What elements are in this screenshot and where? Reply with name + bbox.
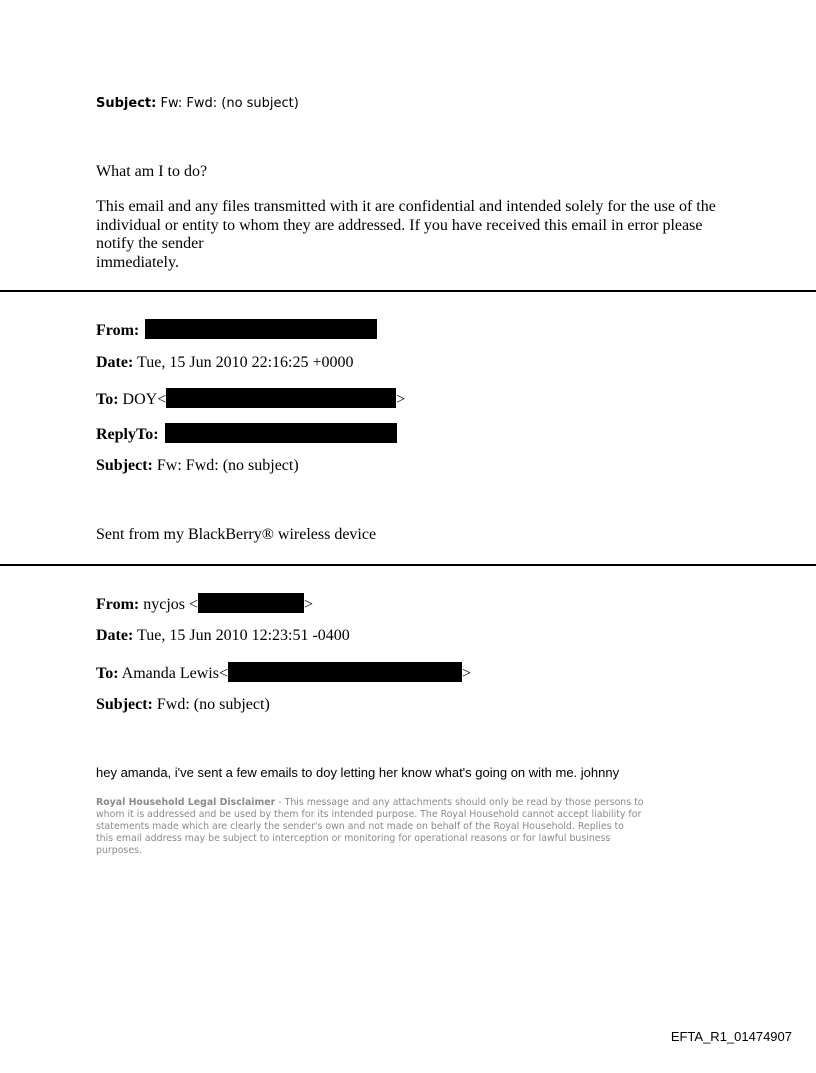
msg2-date-line [96, 627, 350, 645]
msg1-replyto-line [96, 423, 397, 444]
redaction-block [145, 319, 377, 339]
msg2-from-close: > [304, 596, 314, 613]
msg2-from-name: nycjos < [143, 596, 199, 613]
msg1-from-label: From: [96, 322, 140, 339]
msg1-to-close: > [396, 391, 406, 408]
legal-disclaimer [96, 797, 756, 857]
msg1-date-line [96, 354, 353, 372]
disclaimer-line: whom it is addressed and be used by them for its intended purpose. The Royal Household cannot accept liability for [96, 809, 642, 820]
redaction-block [198, 593, 304, 613]
msg1-subject-value: Fw: Fwd: (no subject) [156, 457, 299, 474]
msg1-body: Sent from my BlackBerry® wireless device [96, 526, 377, 543]
msg1-replyto-label: ReplyTo: [96, 426, 159, 443]
confidential-line: individual or entity to whom they are addressed. If you have received this email in error please [96, 216, 703, 234]
msg2-to-label: To: [96, 665, 119, 682]
msg1-to-line [96, 388, 405, 409]
msg2-subject-label: Subject: [96, 696, 153, 713]
top-subject-label: Subject: [96, 96, 157, 111]
disclaimer-text: - This message and any attachments should only be read by those persons to [275, 797, 644, 808]
msg2-to-name: Amanda Lewis< [121, 665, 228, 682]
msg1-date-value: Tue, 15 Jun 2010 22:16:25 +0000 [137, 354, 354, 371]
disclaimer-line: purposes. [96, 845, 142, 856]
redaction-block [165, 423, 397, 443]
disclaimer-line: statements made which are clearly the sender's own and not made on behalf of the Royal Household. Replies to [96, 821, 624, 832]
msg2-from-line [96, 593, 313, 614]
redaction-block [166, 388, 396, 408]
divider [0, 564, 816, 566]
confidentiality-notice [96, 198, 776, 272]
document-id: EFTA_R1_01474907 [670, 1029, 792, 1044]
confidential-line: immediately. [96, 253, 179, 271]
msg2-subject-value: Fwd: (no subject) [156, 696, 270, 713]
msg2-date-value: Tue, 15 Jun 2010 12:23:51 -0400 [137, 627, 350, 644]
msg2-body: hey amanda, i've sent a few emails to doy letting her know what's going on with me. johnny [96, 765, 620, 780]
redaction-block [228, 662, 462, 682]
confidential-line: notify the sender [96, 235, 204, 252]
divider [0, 290, 816, 292]
msg1-date-label: Date: [96, 354, 134, 371]
msg2-date-label: Date: [96, 627, 134, 644]
msg1-from-line [96, 319, 377, 340]
msg1-to-label: To: [96, 391, 119, 408]
confidential-line: This email and any files transmitted with it are confidential and intended solely for the use of the [96, 198, 716, 215]
msg2-to-close: > [461, 665, 472, 682]
top-subject-line [96, 96, 299, 111]
msg1-to-name: DOY< [122, 391, 167, 408]
msg2-from-label: From: [96, 596, 140, 613]
disclaimer-line [96, 797, 756, 809]
top-question: What am I to do? [96, 163, 208, 180]
disclaimer-title: Royal Household Legal Disclaimer [96, 797, 276, 808]
msg2-subject-line [96, 696, 270, 714]
msg1-subject-line [96, 457, 299, 475]
disclaimer-line: this email address may be subject to interception or monitoring for operational reasons or for lawful business [96, 833, 611, 844]
msg2-to-line [96, 662, 471, 683]
msg1-subject-label: Subject: [96, 457, 153, 474]
top-subject-value: Fw: Fwd: (no subject) [160, 96, 299, 111]
